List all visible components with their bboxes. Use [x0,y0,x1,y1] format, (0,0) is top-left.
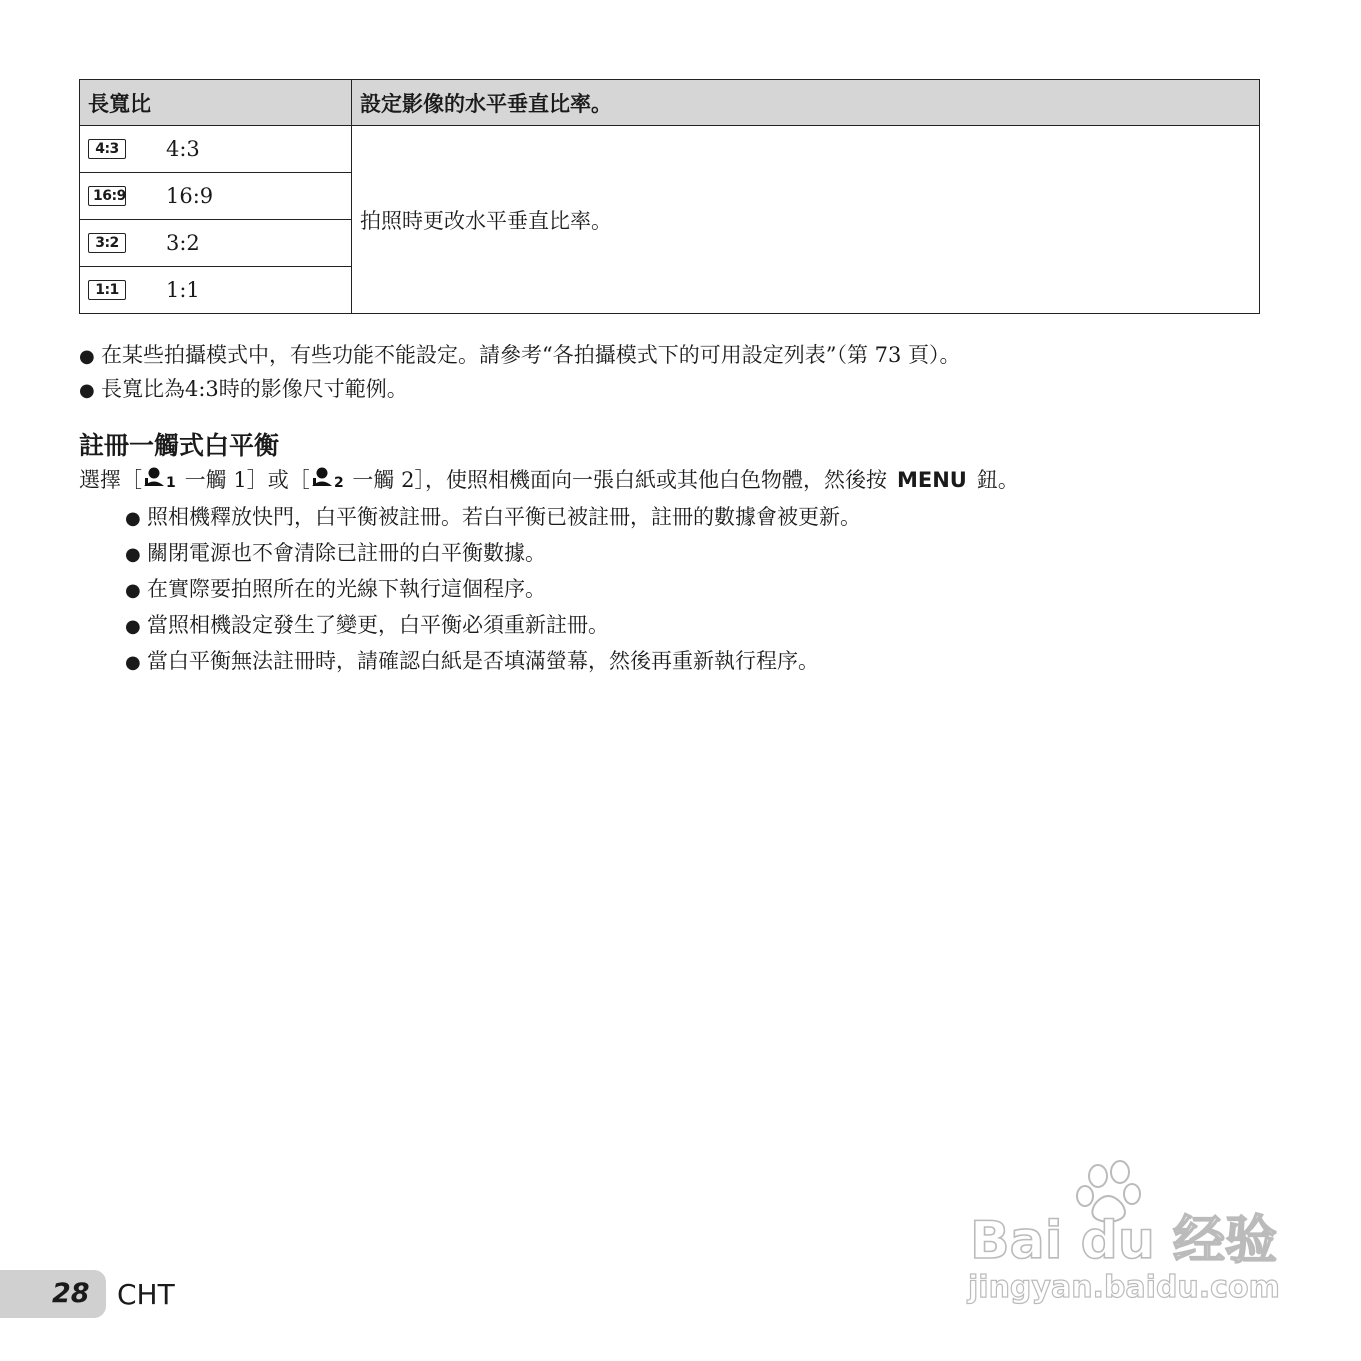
svg-text:2: 2 [333,475,344,489]
bullet-dot-icon: ● [125,508,141,529]
section-title: 註冊一觸式白平衡 [79,431,280,460]
svg-text:1: 1 [166,475,176,489]
list-item: ● 當照相機設定發生了變更，白平衡必須重新註冊。 [125,608,861,644]
one-touch-wb-2-icon [310,467,346,496]
list-item: ● 關閉電源也不會清除已註冊的白平衡數據。 [125,536,861,572]
intro-option-2: 一觸 2］，使照相機面向一張白紙或其他白色物體，然後按 [352,468,887,492]
intro-option-1: 一觸 1］或［ [184,468,310,492]
aspect-ratio-table [79,79,1260,314]
watermark-logo-text: Bai du 经验 [970,1211,1277,1271]
language-code: CHT [117,1278,175,1311]
list-item: ● 照相機釋放快門，白平衡被註冊。若白平衡已被註冊，註冊的數據會被更新。 [125,500,861,536]
option-label: 16:9 [166,184,214,208]
list-item: ● 在實際要拍照所在的光線下執行這個程序。 [125,572,861,608]
option-row-3-2 [80,220,352,267]
option-description: 拍照時更改水平垂直比率。 [352,126,1260,314]
note-text: 在某些拍攝模式中，有些功能不能設定。請參考“各拍攝模式下的可用設定列表”（第 73 頁）。 [101,343,961,367]
option-label: 1:1 [166,278,200,302]
bullet-dot-icon: ● [125,544,141,565]
bullet-dot-icon: ● [79,346,95,367]
table-header-aspect-ratio: 長寬比 [80,80,352,126]
menu-key: MENU [896,468,967,492]
aspect-3-2-icon: 3:2 [88,233,126,253]
table-header-description: 設定影像的水平垂直比率。 [352,80,1260,126]
note-item [79,375,408,405]
bullet-dot-icon: ● [125,616,141,637]
bullet-dot-icon: ● [125,652,141,673]
baidu-jingyan-watermark [960,1158,1280,1308]
page-number: 28 [52,1278,90,1309]
option-label: 3:2 [166,231,200,255]
aspect-16-9-icon: 16:9 [88,186,126,206]
option-label: 4:3 [166,137,200,161]
section-intro [79,466,1019,496]
bullet-dot-icon: ● [125,580,141,601]
option-row-4-3 [80,126,352,173]
note-item [79,341,961,371]
instruction-list [125,500,861,680]
aspect-4-3-icon: 4:3 [88,139,126,159]
intro-end: 鈕。 [976,468,1019,492]
option-row-16-9 [80,173,352,220]
list-item: ● 當白平衡無法註冊時，請確認白紙是否填滿螢幕，然後再重新執行程序。 [125,644,861,680]
one-touch-wb-1-icon [142,467,178,496]
option-row-1-1 [80,267,352,314]
aspect-1-1-icon: 1:1 [88,280,126,300]
note-text: 長寬比為4:3時的影像尺寸範例。 [101,377,408,401]
bullet-dot-icon: ● [79,380,95,401]
intro-start: 選擇［ [79,468,142,492]
watermark-url: jingyan.baidu.com [968,1270,1280,1305]
